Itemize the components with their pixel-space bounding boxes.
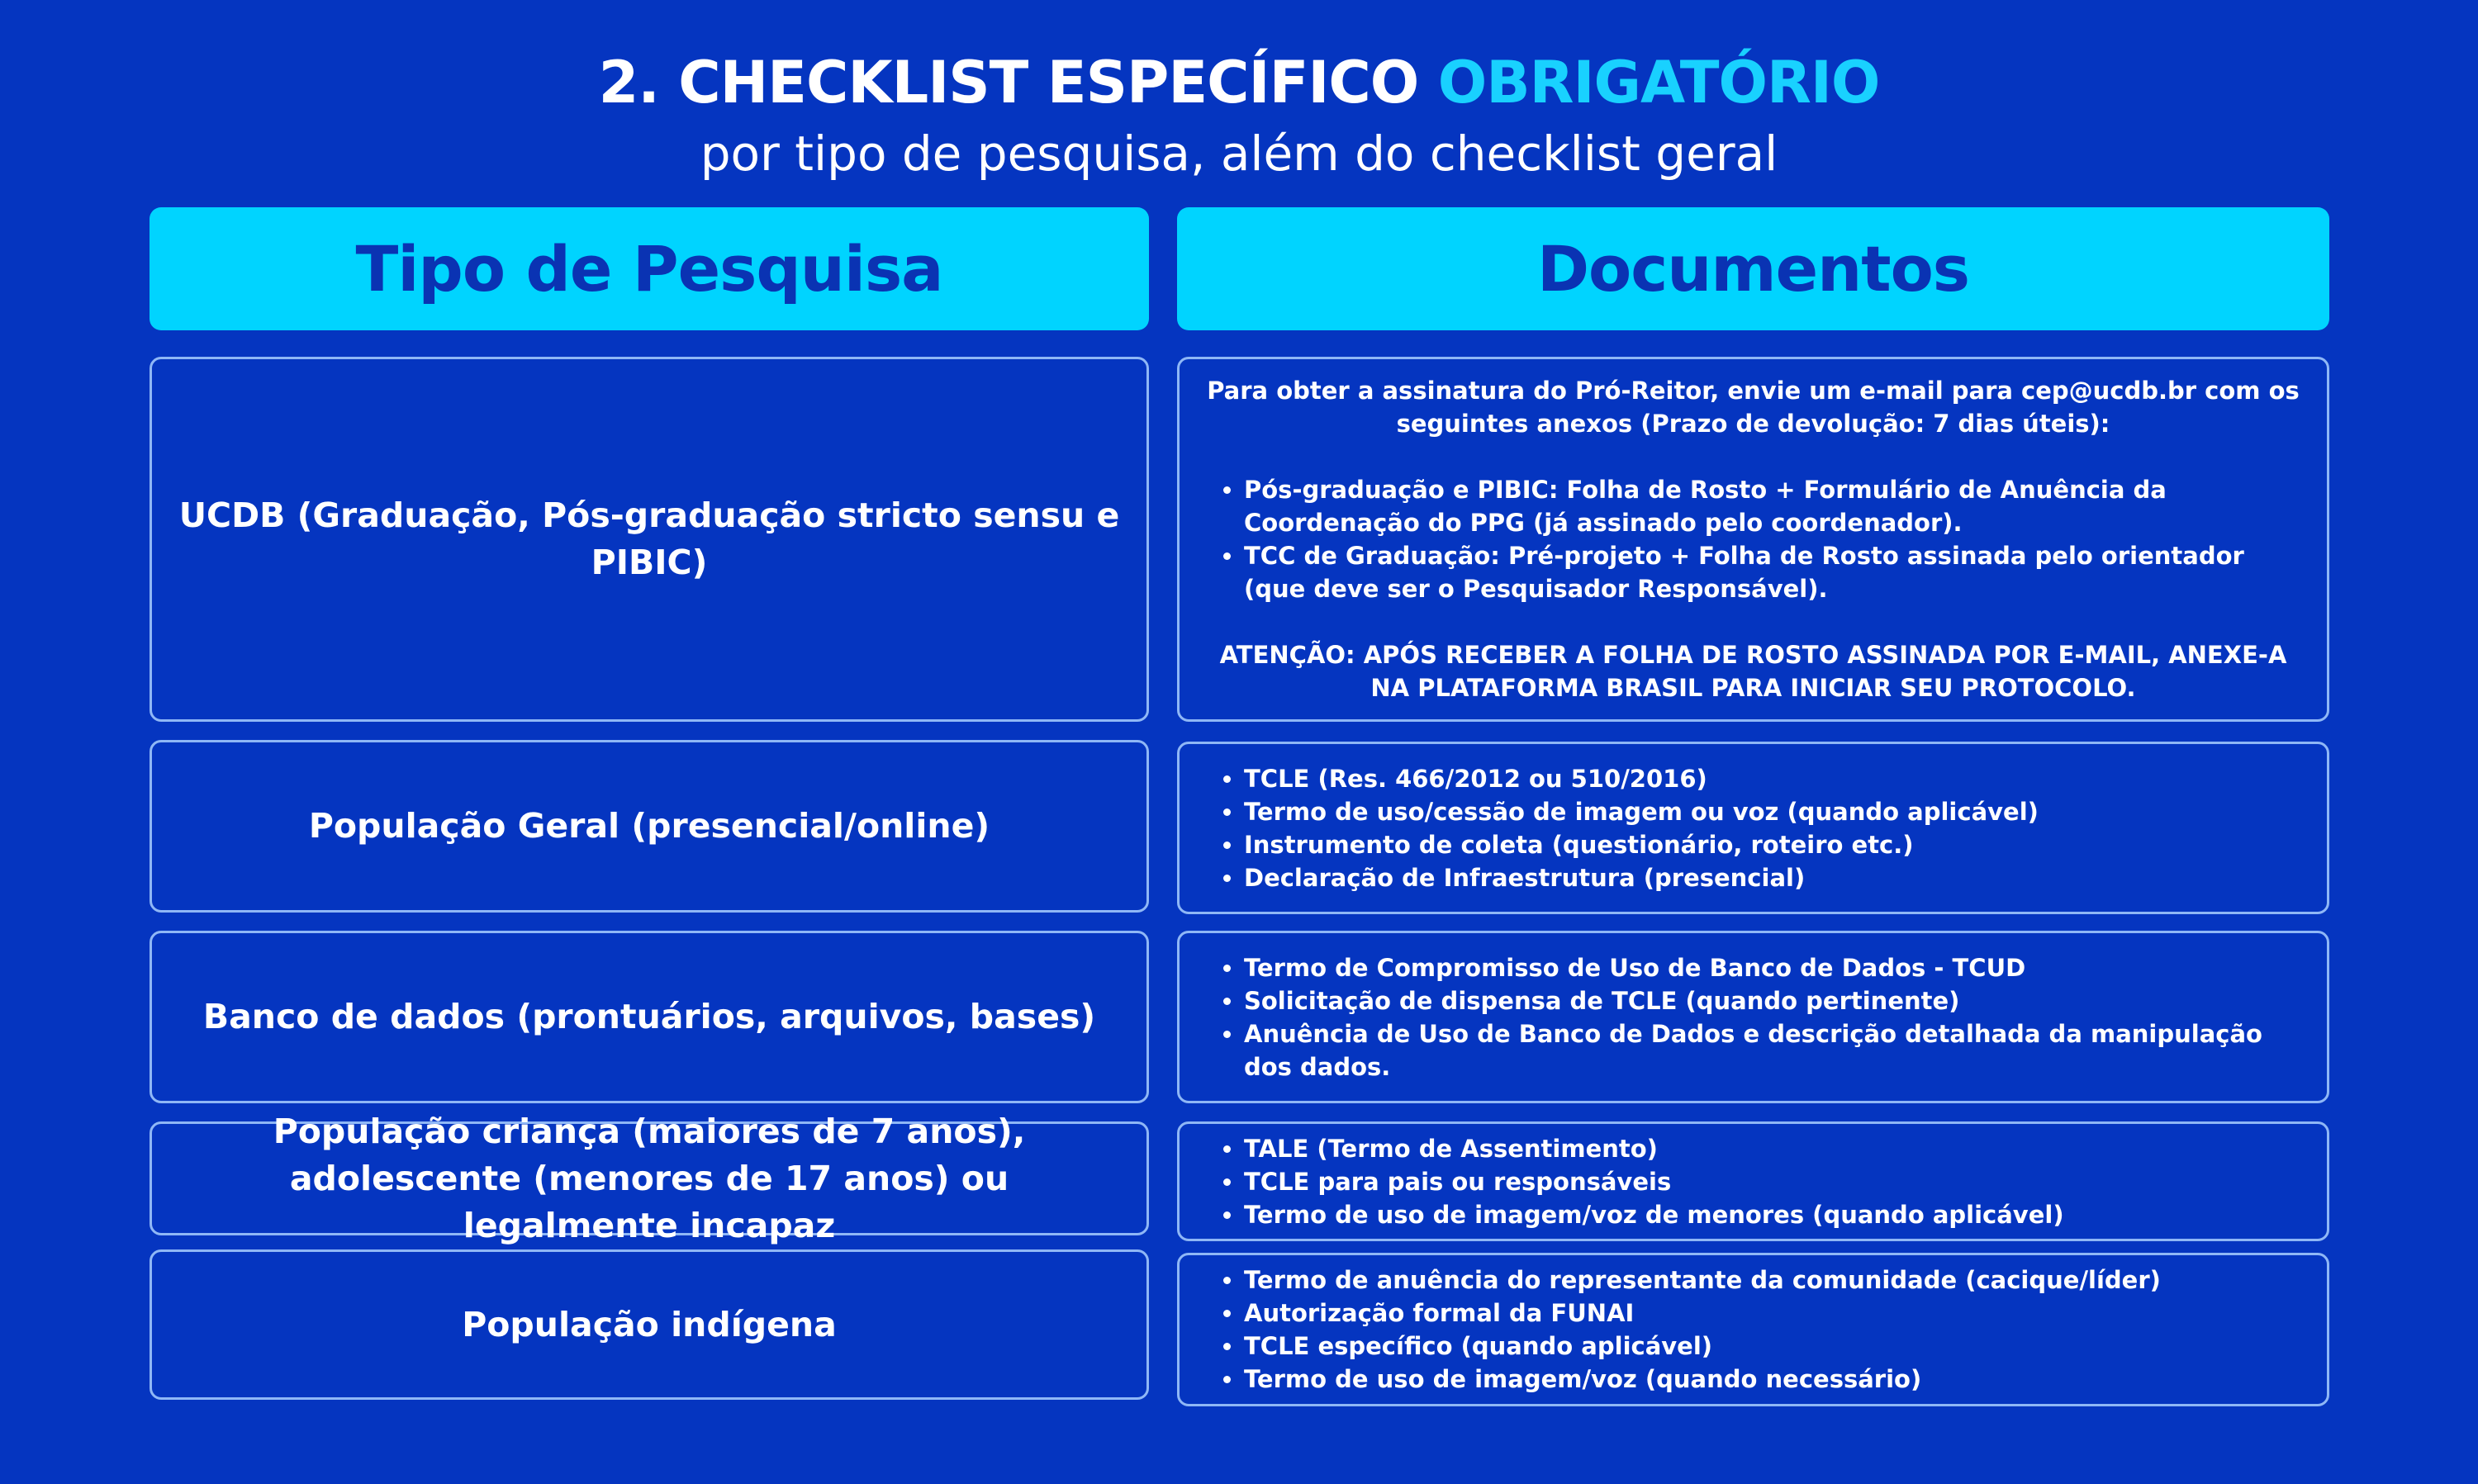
row-ucdb-documents — [1177, 357, 2329, 722]
list-item: • Instrumento de coleta (questionário, roteiro etc.) — [1244, 828, 2039, 861]
row-banco-de-dados-documents — [1177, 931, 2329, 1103]
row-type-label: UCDB (Graduação, Pós-graduação stricto sensu e PIBIC) — [178, 495, 1120, 582]
page-title — [0, 48, 2478, 117]
list-item: • Termo de uso/cessão de imagem ou voz (quando aplicável) — [1244, 795, 2039, 828]
list-item: • Pós-graduação e PIBIC: Folha de Rosto + Formulário de Anuência da Coordenação do PPG (já assinado pelo coordenador). — [1244, 473, 2309, 539]
header-type: Tipo de Pesquisa — [150, 207, 1149, 330]
page-subtitle: por tipo de pesquisa, além do checklist geral — [700, 126, 1778, 182]
ucdb-attention-note: ATENÇÃO: APÓS RECEBER A FOLHA DE ROSTO ASSINADA POR E-MAIL, ANEXE-A NA PLATAFORMA BRASIL PARA INICIAR SEU PROTOCOLO. — [1219, 641, 2287, 702]
header-documents: Documentos — [1177, 207, 2329, 330]
row-crianca-type — [150, 1111, 1149, 1245]
list-item: • TCLE (Res. 466/2012 ou 510/2016) — [1244, 762, 2039, 795]
list-item: • Termo de uso de imagem/voz de menores (quando aplicável) — [1244, 1198, 2064, 1231]
row-type-label: População Geral (presencial/online) — [308, 806, 990, 846]
document-list — [1198, 951, 2309, 1083]
row-type-label: Banco de dados (prontuários, arquivos, bases) — [202, 997, 1096, 1036]
document-list — [1198, 1132, 2064, 1231]
row-populacao-geral-type — [150, 740, 1149, 913]
row-type-label: População indígena — [462, 1304, 837, 1344]
list-item: • Termo de uso de imagem/voz (quando necessário) — [1244, 1363, 2161, 1396]
list-item: • TCC de Graduação: Pré-projeto + Folha de Rosto assinada pelo orientador (que deve ser o Pesquisador Responsável). — [1244, 539, 2309, 605]
title-accent: OBRIGATÓRIO — [1437, 49, 1880, 116]
list-item: • Autorização formal da FUNAI — [1244, 1297, 2161, 1330]
row-populacao-geral-documents — [1177, 742, 2329, 914]
list-item: • Anuência de Uso de Banco de Dados e descrição detalhada da manipulação dos dados. — [1244, 1017, 2309, 1083]
list-item: • Termo de anuência do representante da comunidade (cacique/líder) — [1244, 1264, 2161, 1297]
list-item: • TALE (Termo de Assentimento) — [1244, 1132, 2064, 1165]
row-crianca-documents — [1177, 1121, 2329, 1241]
list-item: • TCLE para pais ou responsáveis — [1244, 1165, 2064, 1198]
list-item: • Solicitação de dispensa de TCLE (quando pertinente) — [1244, 984, 2309, 1017]
document-list — [1198, 1264, 2161, 1396]
ucdb-intro: Para obter a assinatura do Pró-Reitor, envie um e-mail para cep@ucdb.br com os seguintes anexos (Prazo de devolução: 7 dias úteis): — [1207, 377, 2300, 438]
row-indigena-type — [150, 1249, 1149, 1400]
row-type-label: População criança (maiores de 7 anos), adolescente (menores de 17 anos) ou legalmente incapaz — [273, 1111, 1026, 1245]
list-item: • Declaração de Infraestrutura (presencial) — [1244, 861, 2039, 894]
row-indigena-documents — [1177, 1253, 2329, 1406]
row-ucdb-type — [150, 357, 1149, 722]
list-item: • TCLE específico (quando aplicável) — [1244, 1330, 2161, 1363]
document-list — [1198, 762, 2039, 894]
title-main: 2. CHECKLIST ESPECÍFICO — [598, 49, 1419, 116]
list-item: • Termo de Compromisso de Uso de Banco de Dados - TCUD — [1244, 951, 2309, 984]
row-banco-de-dados-type — [150, 931, 1149, 1103]
ucdb-document-list — [1198, 473, 2309, 605]
